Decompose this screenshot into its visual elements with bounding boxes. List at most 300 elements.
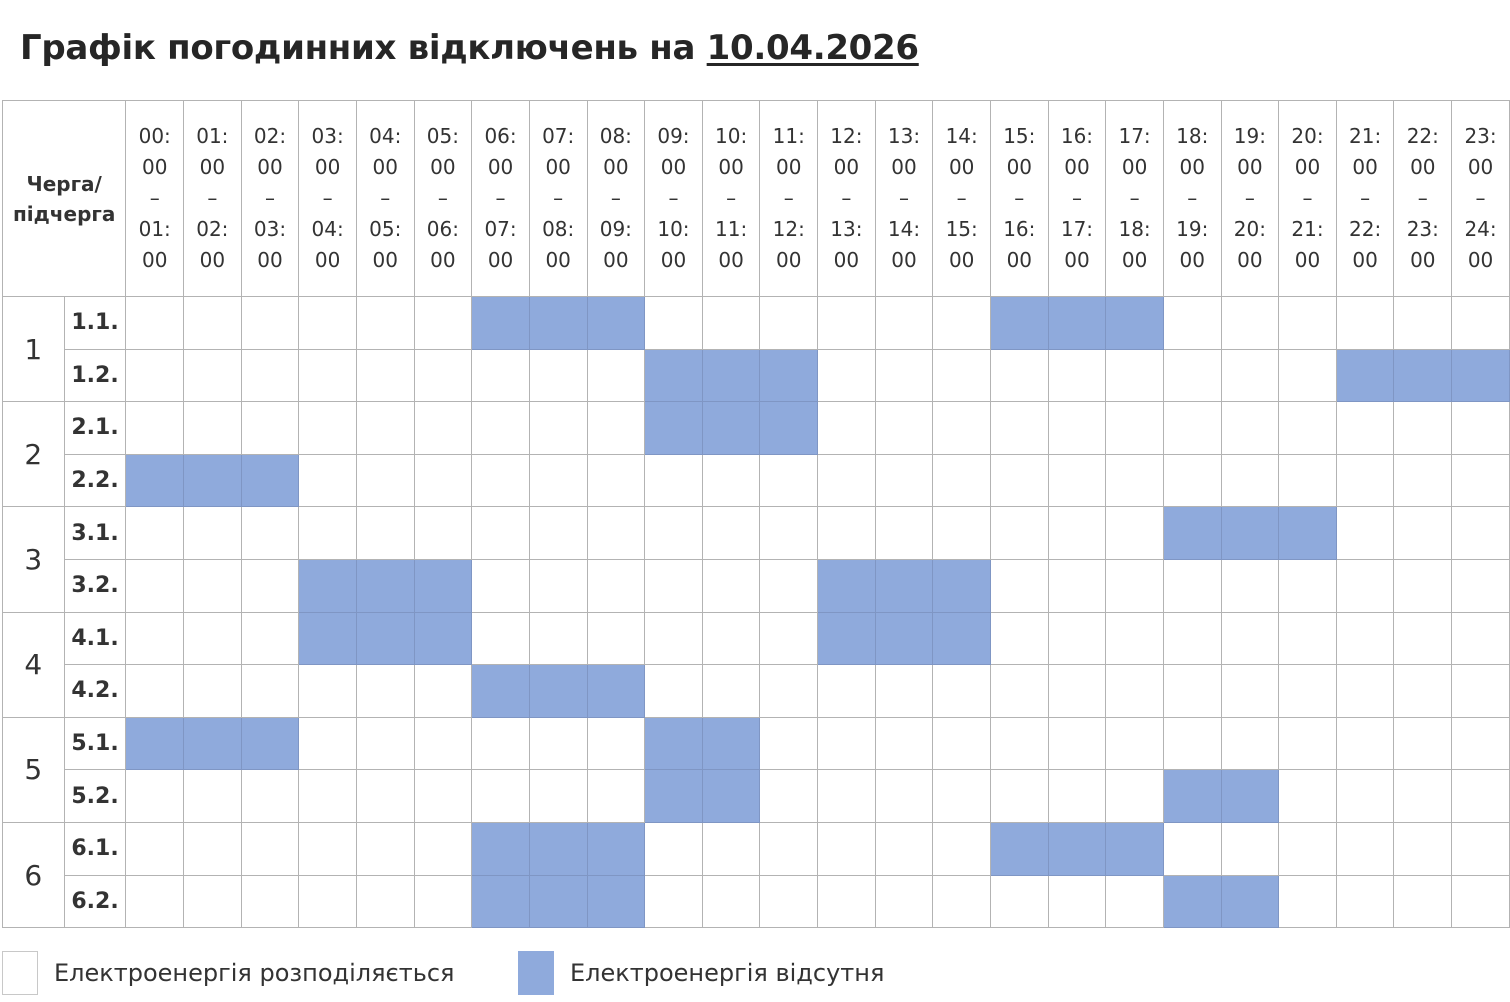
hour-start-h: 14: bbox=[945, 124, 978, 148]
hour-column-header bbox=[1163, 101, 1221, 297]
hour-column-header bbox=[1336, 101, 1394, 297]
hour-end-h: 05: bbox=[369, 217, 402, 241]
hour-column-header bbox=[472, 101, 530, 297]
queue-column-header bbox=[3, 101, 126, 297]
hour-end-m: 00 bbox=[1294, 248, 1321, 272]
outage-cell bbox=[760, 349, 818, 402]
hour-dash: – bbox=[1014, 186, 1025, 210]
power-on-cell bbox=[587, 612, 645, 665]
hour-column-header bbox=[990, 101, 1048, 297]
hour-dash: – bbox=[1244, 186, 1255, 210]
power-on-cell bbox=[184, 822, 242, 875]
outage-schedule-table bbox=[2, 100, 1510, 928]
power-on-cell bbox=[1336, 454, 1394, 507]
power-on-cell bbox=[933, 822, 991, 875]
hour-end-h: 01: bbox=[138, 217, 171, 241]
power-on-cell bbox=[875, 665, 933, 718]
hour-column-header bbox=[587, 101, 645, 297]
subqueue-label: 4.2. bbox=[64, 665, 126, 718]
hour-start-m: 00 bbox=[1179, 155, 1205, 179]
power-on-cell bbox=[1336, 717, 1394, 770]
hour-start-h: 07: bbox=[542, 124, 575, 148]
power-on-cell bbox=[645, 559, 703, 612]
power-on-cell bbox=[818, 770, 876, 823]
hour-dash: – bbox=[899, 186, 910, 210]
schedule-body bbox=[3, 297, 1510, 928]
hour-column-header bbox=[1452, 101, 1510, 297]
outage-cell bbox=[1048, 297, 1106, 350]
power-on-cell bbox=[184, 507, 242, 560]
header-row bbox=[3, 101, 1510, 297]
power-on-cell bbox=[1336, 665, 1394, 718]
power-on-cell bbox=[414, 717, 472, 770]
power-on-cell bbox=[299, 507, 357, 560]
subqueue-row bbox=[3, 612, 1510, 665]
power-on-cell bbox=[356, 297, 414, 350]
hour-end-m: 00 bbox=[1352, 248, 1378, 272]
outage-cell bbox=[645, 402, 703, 455]
power-on-cell bbox=[299, 717, 357, 770]
power-on-cell bbox=[587, 402, 645, 455]
power-on-cell bbox=[1279, 402, 1337, 455]
power-on-cell bbox=[1163, 297, 1221, 350]
hour-start-m: 00 bbox=[948, 155, 975, 179]
power-on-cell bbox=[1048, 665, 1106, 718]
hour-end-m: 00 bbox=[1237, 248, 1263, 272]
outage-cell bbox=[1163, 507, 1221, 560]
power-on-cell bbox=[760, 454, 818, 507]
power-on-cell bbox=[933, 770, 991, 823]
power-on-cell bbox=[529, 612, 587, 665]
hour-start-m: 00 bbox=[1467, 155, 1494, 179]
power-on-cell bbox=[1048, 717, 1106, 770]
subqueue-label: 3.2. bbox=[64, 559, 126, 612]
power-on-cell bbox=[818, 822, 876, 875]
outage-cell bbox=[1394, 349, 1452, 402]
hour-column-header bbox=[818, 101, 876, 297]
hour-start-m: 00 bbox=[1410, 155, 1436, 179]
power-on-cell bbox=[529, 507, 587, 560]
power-on-cell bbox=[760, 822, 818, 875]
power-on-cell bbox=[1106, 454, 1164, 507]
hour-end-h: 07: bbox=[484, 217, 517, 241]
power-on-cell bbox=[1452, 454, 1510, 507]
hour-start-m: 00 bbox=[1064, 155, 1090, 179]
power-on-cell bbox=[645, 822, 703, 875]
power-on-cell bbox=[1452, 665, 1510, 718]
power-on-cell bbox=[875, 507, 933, 560]
hour-end-m: 00 bbox=[1179, 248, 1205, 272]
power-on-cell bbox=[645, 665, 703, 718]
outage-cell bbox=[241, 454, 299, 507]
power-on-cell bbox=[702, 875, 760, 928]
power-on-cell bbox=[990, 612, 1048, 665]
power-on-cell bbox=[818, 297, 876, 350]
queue-label: 5 bbox=[3, 717, 65, 822]
power-on-cell bbox=[414, 402, 472, 455]
power-on-cell bbox=[587, 454, 645, 507]
hour-start-h: 13: bbox=[887, 124, 921, 148]
hour-start-h: 03: bbox=[311, 124, 344, 148]
hour-end-m: 00 bbox=[199, 248, 226, 272]
hour-start-m: 00 bbox=[891, 155, 917, 179]
power-on-cell bbox=[356, 665, 414, 718]
power-on-cell bbox=[472, 349, 530, 402]
power-on-cell bbox=[1452, 770, 1510, 823]
hour-end-h: 23: bbox=[1406, 217, 1439, 241]
page-title bbox=[20, 28, 919, 68]
hour-start-m: 00 bbox=[257, 155, 283, 179]
hour-end-m: 00 bbox=[660, 248, 687, 272]
power-on-cell bbox=[126, 822, 184, 875]
hour-dash: – bbox=[207, 186, 218, 210]
power-on-cell bbox=[472, 717, 530, 770]
power-on-cell bbox=[126, 349, 184, 402]
power-on-cell bbox=[1163, 612, 1221, 665]
hour-column-header bbox=[184, 101, 242, 297]
subqueue-label: 3.1. bbox=[64, 507, 126, 560]
power-on-cell bbox=[645, 507, 703, 560]
queue-label: 1 bbox=[3, 297, 65, 402]
hour-end-h: 19: bbox=[1176, 217, 1209, 241]
outage-cell bbox=[1452, 349, 1510, 402]
subqueue-label: 5.2. bbox=[64, 770, 126, 823]
outage-cell bbox=[1106, 822, 1164, 875]
hour-start-m: 00 bbox=[372, 155, 398, 179]
power-on-cell bbox=[1048, 454, 1106, 507]
power-on-cell bbox=[1048, 507, 1106, 560]
power-on-cell bbox=[414, 507, 472, 560]
outage-cell bbox=[472, 297, 530, 350]
hour-end-m: 00 bbox=[891, 248, 917, 272]
outage-cell bbox=[1336, 349, 1394, 402]
power-on-cell bbox=[356, 717, 414, 770]
power-on-cell bbox=[126, 665, 184, 718]
outage-cell bbox=[645, 770, 703, 823]
outage-cell bbox=[587, 297, 645, 350]
power-on-cell bbox=[241, 875, 299, 928]
hour-column-header bbox=[645, 101, 703, 297]
hour-end-m: 00 bbox=[1410, 248, 1436, 272]
hour-dash: – bbox=[1417, 186, 1428, 210]
power-on-cell bbox=[1336, 822, 1394, 875]
power-on-cell bbox=[933, 875, 991, 928]
hour-start-h: 00: bbox=[138, 124, 171, 148]
legend-power-off bbox=[518, 950, 884, 995]
power-on-cell bbox=[645, 875, 703, 928]
hour-start-h: 05: bbox=[426, 124, 459, 148]
power-on-cell bbox=[1163, 402, 1221, 455]
power-on-cell bbox=[299, 665, 357, 718]
hour-column-header bbox=[356, 101, 414, 297]
legend-label-power-on: Електроенергія розподіляється bbox=[54, 958, 455, 987]
outage-cell bbox=[990, 822, 1048, 875]
power-on-cell bbox=[1048, 612, 1106, 665]
power-on-cell bbox=[645, 612, 703, 665]
queue-label: 4 bbox=[3, 612, 65, 717]
queue-label: 6 bbox=[3, 822, 65, 927]
power-on-cell bbox=[1106, 349, 1164, 402]
hour-column-header bbox=[760, 101, 818, 297]
hour-end-m: 00 bbox=[487, 248, 514, 272]
power-on-cell bbox=[414, 349, 472, 402]
power-on-cell bbox=[529, 454, 587, 507]
outage-cell bbox=[702, 770, 760, 823]
hour-start-h: 19: bbox=[1233, 124, 1266, 148]
power-on-cell bbox=[184, 875, 242, 928]
power-on-cell bbox=[1221, 822, 1279, 875]
hour-end-h: 22: bbox=[1349, 217, 1382, 241]
hour-start-m: 00 bbox=[660, 155, 687, 179]
power-on-cell bbox=[818, 717, 876, 770]
outage-cell bbox=[126, 454, 184, 507]
hour-column-header bbox=[875, 101, 933, 297]
outage-cell bbox=[529, 665, 587, 718]
hour-end-h: 08: bbox=[542, 217, 575, 241]
legend-power-on bbox=[2, 950, 455, 995]
power-on-cell bbox=[299, 454, 357, 507]
power-on-cell bbox=[1452, 717, 1510, 770]
power-on-cell bbox=[1394, 822, 1452, 875]
hour-end-h: 10: bbox=[657, 217, 690, 241]
power-on-cell bbox=[1221, 717, 1279, 770]
power-on-cell bbox=[1394, 297, 1452, 350]
outage-cell bbox=[472, 875, 530, 928]
power-on-cell bbox=[1048, 402, 1106, 455]
power-on-cell bbox=[472, 402, 530, 455]
power-on-cell bbox=[1394, 875, 1452, 928]
power-on-cell bbox=[587, 717, 645, 770]
power-on-cell bbox=[1452, 507, 1510, 560]
hour-end-m: 00 bbox=[776, 248, 802, 272]
outage-cell bbox=[414, 559, 472, 612]
subqueue-row bbox=[3, 402, 1510, 455]
outage-cell bbox=[414, 612, 472, 665]
power-on-cell bbox=[1336, 559, 1394, 612]
outage-cell bbox=[472, 822, 530, 875]
power-on-cell bbox=[1452, 297, 1510, 350]
power-on-cell bbox=[1452, 559, 1510, 612]
power-on-cell bbox=[760, 297, 818, 350]
outage-cell bbox=[1221, 875, 1279, 928]
power-on-cell bbox=[1452, 822, 1510, 875]
outage-cell bbox=[529, 822, 587, 875]
power-on-cell bbox=[875, 875, 933, 928]
power-on-cell bbox=[1163, 665, 1221, 718]
power-on-cell bbox=[184, 349, 242, 402]
power-on-cell bbox=[241, 612, 299, 665]
power-on-cell bbox=[702, 507, 760, 560]
outage-cell bbox=[645, 717, 703, 770]
hour-end-m: 00 bbox=[948, 248, 975, 272]
hour-start-h: 11: bbox=[772, 124, 805, 148]
subqueue-row bbox=[3, 665, 1510, 718]
hour-end-h: 06: bbox=[426, 217, 459, 241]
power-on-cell bbox=[990, 454, 1048, 507]
power-on-cell bbox=[1163, 454, 1221, 507]
power-on-cell bbox=[1452, 875, 1510, 928]
power-on-cell bbox=[241, 507, 299, 560]
hour-dash: – bbox=[437, 186, 448, 210]
outage-cell bbox=[587, 665, 645, 718]
hour-end-m: 00 bbox=[1064, 248, 1090, 272]
power-on-cell bbox=[1279, 559, 1337, 612]
subqueue-row bbox=[3, 875, 1510, 928]
outage-cell bbox=[356, 559, 414, 612]
power-on-cell bbox=[1106, 717, 1164, 770]
hour-start-m: 00 bbox=[430, 155, 456, 179]
power-on-cell bbox=[184, 612, 242, 665]
power-on-cell bbox=[126, 402, 184, 455]
power-on-cell bbox=[760, 770, 818, 823]
power-on-cell bbox=[702, 612, 760, 665]
power-on-cell bbox=[126, 559, 184, 612]
hour-end-h: 16: bbox=[1003, 217, 1036, 241]
outage-cell bbox=[299, 559, 357, 612]
power-on-cell bbox=[356, 454, 414, 507]
power-on-cell bbox=[587, 770, 645, 823]
hour-dash: – bbox=[610, 186, 621, 210]
legend-label-power-off: Електроенергія відсутня bbox=[570, 958, 885, 987]
legend-swatch-power-off bbox=[518, 951, 554, 995]
outage-cell bbox=[933, 559, 991, 612]
power-on-cell bbox=[299, 349, 357, 402]
power-on-cell bbox=[414, 665, 472, 718]
power-on-cell bbox=[1336, 507, 1394, 560]
power-on-cell bbox=[933, 717, 991, 770]
outage-cell bbox=[529, 297, 587, 350]
power-on-cell bbox=[990, 507, 1048, 560]
hour-start-h: 22: bbox=[1406, 124, 1439, 148]
queue-label: 3 bbox=[3, 507, 65, 612]
power-on-cell bbox=[472, 454, 530, 507]
power-on-cell bbox=[990, 770, 1048, 823]
hour-dash: – bbox=[1071, 186, 1082, 210]
outage-cell bbox=[1163, 770, 1221, 823]
hour-end-m: 00 bbox=[141, 248, 168, 272]
outage-cell bbox=[1221, 770, 1279, 823]
hour-end-m: 00 bbox=[718, 248, 744, 272]
hour-end-h: 14: bbox=[887, 217, 921, 241]
power-on-cell bbox=[472, 559, 530, 612]
hour-column-header bbox=[414, 101, 472, 297]
power-on-cell bbox=[184, 402, 242, 455]
subqueue-row bbox=[3, 717, 1510, 770]
hour-end-h: 04: bbox=[311, 217, 344, 241]
power-on-cell bbox=[933, 402, 991, 455]
hour-start-m: 00 bbox=[1006, 155, 1033, 179]
power-on-cell bbox=[1336, 612, 1394, 665]
outage-cell bbox=[529, 875, 587, 928]
power-on-cell bbox=[1279, 875, 1337, 928]
hour-end-h: 21: bbox=[1291, 217, 1324, 241]
hour-end-h: 20: bbox=[1233, 217, 1266, 241]
hour-dash: – bbox=[1302, 186, 1313, 210]
outage-cell bbox=[702, 717, 760, 770]
title-prefix: Графік погодинних відключень на bbox=[20, 28, 696, 68]
power-on-cell bbox=[126, 297, 184, 350]
hour-dash: – bbox=[841, 186, 852, 210]
corner-label-line1: Черга/ bbox=[26, 171, 102, 196]
power-on-cell bbox=[1106, 770, 1164, 823]
power-on-cell bbox=[990, 665, 1048, 718]
hour-start-h: 20: bbox=[1291, 124, 1324, 148]
hour-end-m: 00 bbox=[603, 248, 629, 272]
outage-cell bbox=[875, 612, 933, 665]
power-on-cell bbox=[990, 349, 1048, 402]
hour-column-header bbox=[933, 101, 991, 297]
power-on-cell bbox=[1221, 349, 1279, 402]
hour-end-m: 00 bbox=[833, 248, 860, 272]
hour-start-h: 02: bbox=[253, 124, 287, 148]
power-on-cell bbox=[184, 297, 242, 350]
hour-end-h: 17: bbox=[1060, 217, 1094, 241]
power-on-cell bbox=[587, 507, 645, 560]
power-on-cell bbox=[1394, 665, 1452, 718]
subqueue-label: 2.1. bbox=[64, 402, 126, 455]
power-on-cell bbox=[184, 559, 242, 612]
hour-end-h: 18: bbox=[1118, 217, 1151, 241]
power-on-cell bbox=[1048, 875, 1106, 928]
hour-column-header bbox=[299, 101, 357, 297]
hour-end-m: 00 bbox=[1467, 248, 1494, 272]
subqueue-row bbox=[3, 507, 1510, 560]
power-on-cell bbox=[818, 402, 876, 455]
power-on-cell bbox=[356, 875, 414, 928]
hour-dash: – bbox=[149, 186, 160, 210]
power-on-cell bbox=[1279, 822, 1337, 875]
power-on-cell bbox=[472, 507, 530, 560]
subqueue-row bbox=[3, 770, 1510, 823]
power-on-cell bbox=[472, 770, 530, 823]
power-on-cell bbox=[702, 297, 760, 350]
power-on-cell bbox=[990, 875, 1048, 928]
power-on-cell bbox=[1279, 454, 1337, 507]
power-on-cell bbox=[760, 559, 818, 612]
hour-start-m: 00 bbox=[141, 155, 168, 179]
subqueue-label: 5.1. bbox=[64, 717, 126, 770]
hour-column-header bbox=[1106, 101, 1164, 297]
hour-start-m: 00 bbox=[833, 155, 860, 179]
hour-dash: – bbox=[1129, 186, 1140, 210]
power-on-cell bbox=[126, 875, 184, 928]
power-on-cell bbox=[472, 612, 530, 665]
hour-dash: – bbox=[322, 186, 333, 210]
power-on-cell bbox=[1279, 297, 1337, 350]
power-on-cell bbox=[1106, 612, 1164, 665]
outage-cell bbox=[587, 875, 645, 928]
hour-dash: – bbox=[668, 186, 679, 210]
power-on-cell bbox=[875, 349, 933, 402]
subqueue-label: 2.2. bbox=[64, 454, 126, 507]
power-on-cell bbox=[760, 665, 818, 718]
hour-start-m: 00 bbox=[314, 155, 341, 179]
outage-cell bbox=[1048, 822, 1106, 875]
outage-cell bbox=[126, 717, 184, 770]
power-on-cell bbox=[299, 402, 357, 455]
power-on-cell bbox=[1279, 349, 1337, 402]
hour-column-header bbox=[1394, 101, 1452, 297]
power-on-cell bbox=[1452, 402, 1510, 455]
power-on-cell bbox=[1221, 402, 1279, 455]
power-on-cell bbox=[760, 717, 818, 770]
power-on-cell bbox=[1394, 612, 1452, 665]
hour-start-m: 00 bbox=[776, 155, 802, 179]
power-on-cell bbox=[1336, 770, 1394, 823]
power-on-cell bbox=[241, 402, 299, 455]
power-on-cell bbox=[1106, 559, 1164, 612]
power-on-cell bbox=[875, 717, 933, 770]
